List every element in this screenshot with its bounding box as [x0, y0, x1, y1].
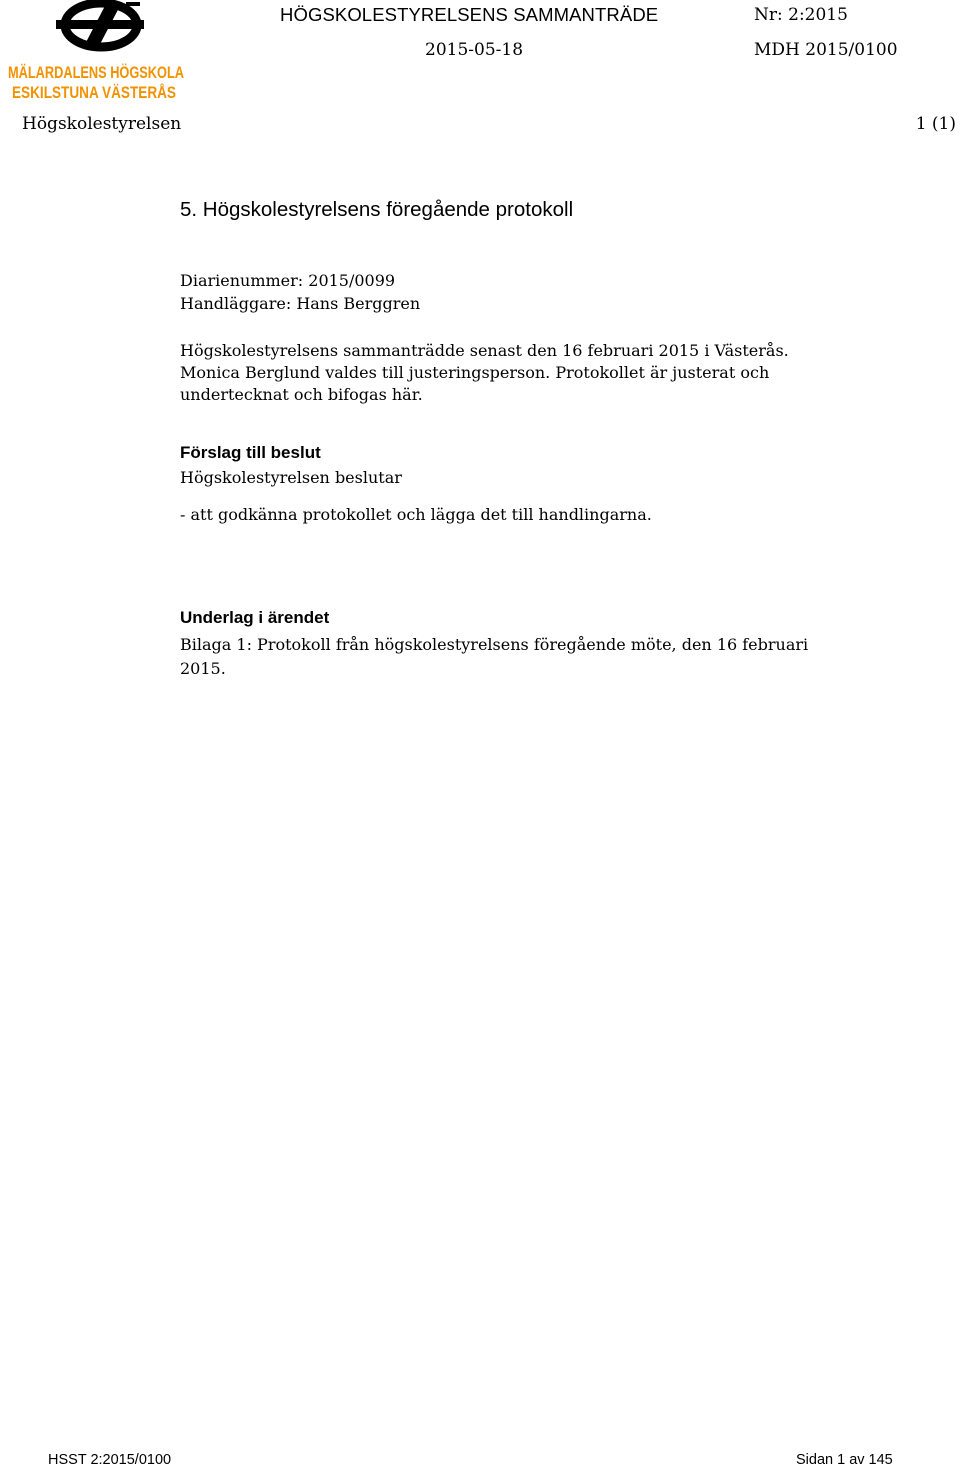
- case-handler: Handläggare: Hans Berggren: [180, 294, 421, 313]
- intro-line: Högskolestyrelsens sammanträdde senast den 16 februari 2015 i Västerås.: [180, 341, 789, 360]
- section-heading-forslag: Förslag till beslut: [180, 443, 321, 462]
- logo-text-line1: MÄLARDALENS HÖGSKOLA: [8, 64, 236, 82]
- section-heading-underlag: Underlag i ärendet: [180, 608, 330, 627]
- decision-item: - att godkänna protokollet och lägga det till handlingarna.: [180, 505, 652, 524]
- footer-reference: HSST 2:2015/0100: [48, 1452, 172, 1468]
- logo-text-line2: ESKILSTUNA VÄSTERÅS: [12, 84, 212, 102]
- document-diarienummer: MDH 2015/0100: [754, 40, 898, 60]
- attachment-item: Bilaga 1: Protokoll från högskolestyrelsens föregående möte, den 16 februari 2015.: [180, 635, 809, 678]
- page-title: 5. Högskolestyrelsens föregående protokoll: [180, 198, 574, 221]
- meeting-title: HÖGSKOLESTYRELSENS SAMMANTRÄDE: [280, 4, 659, 25]
- mdh-emblem-icon: [6, 0, 236, 102]
- intro-paragraph: [180, 340, 820, 406]
- footer-page-count: Sidan 1 av 145: [796, 1452, 893, 1468]
- intro-line: Monica Berglund valdes till justeringsperson. Protokollet är justerat och undertecknat och bifogas här.: [180, 363, 770, 404]
- page-indicator: 1 (1): [915, 114, 956, 134]
- case-diarienummer: Diarienummer: 2015/0099: [180, 271, 396, 290]
- university-logo: [6, 0, 236, 102]
- decision-intro: Högskolestyrelsen beslutar: [180, 468, 402, 487]
- meeting-number: Nr: 2:2015: [754, 5, 848, 25]
- meeting-date: 2015-05-18: [425, 40, 524, 60]
- organ-name: Högskolestyrelsen: [22, 114, 182, 134]
